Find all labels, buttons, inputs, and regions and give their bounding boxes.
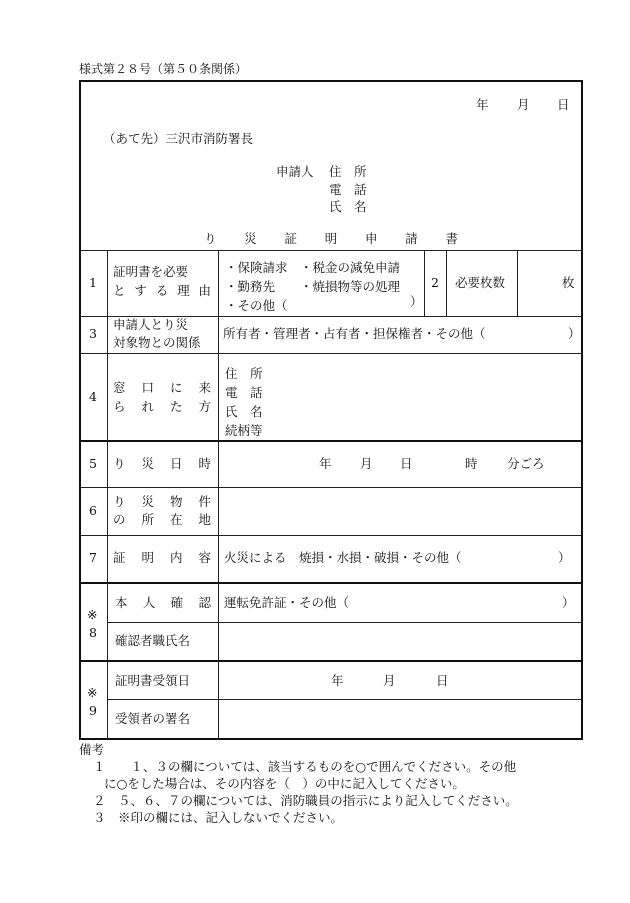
rule-copies-number-right — [446, 251, 447, 316]
receipt-day: 日 — [436, 673, 449, 688]
row3-value-close: ） — [568, 326, 581, 341]
row3-label-line2: 対象物との関係 — [113, 335, 201, 350]
row4-number: 4 — [89, 389, 97, 404]
note-2: ２ ５、６、７の欄については、消防職員の指示により記入してください。 — [93, 793, 518, 808]
rule-row8-mid — [108, 622, 582, 623]
reason-option-3: ・その他（ — [225, 298, 288, 313]
receipt-year: 年 — [331, 673, 344, 688]
date-month: 月 — [517, 97, 530, 112]
applicant-address-label: 住 所 — [329, 164, 367, 179]
row1-options — [225, 258, 400, 315]
reason-option-1: ・保険請求 ・税金の減免申請 — [225, 260, 401, 275]
date-year: 年 — [476, 97, 489, 112]
copies-number: 2 — [431, 275, 439, 290]
form-title: り 災 証 明 申 請 書 — [204, 231, 458, 246]
row3-number: 3 — [89, 326, 97, 341]
rule-row8-bottom — [80, 660, 582, 662]
row7-label: 証 明 内 容 — [113, 550, 211, 565]
rule-number-column — [107, 251, 108, 739]
visitor-address-label: 住 所 — [225, 366, 263, 381]
row8-identity-value: 運転免許証・その他（ — [224, 595, 350, 610]
applicant-name-label: 氏 名 — [329, 199, 367, 214]
receipt-month: 月 — [383, 673, 396, 688]
form-number: 様式第２８号（第５０条関係） — [79, 62, 248, 76]
note-1: １ １、３の欄については、該当するものを○で囲んでください。その他 — [93, 759, 517, 774]
fire-date-year: 年 — [319, 456, 332, 471]
row9-number: 9 — [89, 703, 97, 718]
fire-date-day: 日 — [400, 456, 413, 471]
applicant-label: 申請人 — [276, 164, 314, 179]
copies-label: 必要枚数 — [455, 275, 506, 290]
row7-number: 7 — [89, 550, 97, 565]
row9-signature-label: 受領者の署名 — [115, 711, 191, 726]
row1-label-line1: 証明書を必要 — [113, 264, 189, 279]
row6-label-line1: り 災 物 件 — [113, 494, 211, 509]
reason-option-2: ・勤務先 ・焼損物等の処理 — [225, 279, 401, 294]
row6-number: 6 — [89, 503, 97, 518]
row5-label: り 災 日 時 — [113, 456, 211, 471]
row3-value: 所有者・管理者・占有者・担保権者・その他（ — [223, 326, 486, 341]
addressee: （あて先）三沢市消防署長 — [103, 131, 254, 146]
row8-mark: ※ — [87, 607, 98, 622]
row9-mark: ※ — [87, 685, 98, 700]
row3-label-line1: 申請人とり災 — [113, 317, 189, 332]
row8-staff-label: 確認者職氏名 — [115, 633, 191, 648]
row9-date-label: 証明書受領日 — [115, 673, 191, 688]
row1-label-line2: と す る 理 由 — [113, 283, 211, 298]
date-day: 日 — [557, 97, 570, 112]
row8-identity-close: ） — [562, 595, 575, 610]
row7-value-close: ） — [558, 550, 571, 565]
visitor-phone-label: 電 話 — [225, 385, 263, 400]
fire-date-month: 月 — [360, 456, 373, 471]
rule-row6-bottom — [80, 535, 582, 536]
visitor-name-label: 氏 名 — [225, 404, 263, 419]
row5-number: 5 — [89, 456, 97, 471]
applicant-phone-label: 電 話 — [329, 182, 367, 197]
rule-row5-bottom — [80, 487, 582, 488]
rule-label-column — [218, 251, 219, 739]
row8-number: 8 — [89, 625, 97, 640]
row4-fields — [225, 364, 263, 440]
fire-date-hour: 時 — [465, 456, 478, 471]
note-1-continued: に○をした場合は、その内容を（ ）の中に記入してください。 — [104, 776, 465, 791]
fire-date-minute: 分ごろ — [507, 456, 545, 471]
row4-label-line2: ら れ た 方 — [113, 399, 211, 414]
rule-table-top — [80, 250, 582, 251]
row4-label-line1: 窓 口 に 来 — [113, 380, 211, 395]
visitor-relation-label: 続柄等 — [225, 423, 263, 438]
rule-row7-bottom — [80, 582, 582, 584]
rule-copies-label-right — [517, 251, 518, 316]
row1-number: 1 — [89, 275, 97, 290]
row7-value: 火災による 焼損・水損・破損・その他（ — [224, 550, 462, 565]
notes-heading: 備考 — [79, 742, 105, 757]
row8-identity-label: 本 人 確 認 — [115, 595, 211, 610]
row1-options-close: ） — [410, 294, 423, 309]
rule-row3-bottom — [80, 353, 582, 354]
copies-unit: 枚 — [562, 275, 575, 290]
rule-reason-right — [424, 251, 425, 316]
rule-row9-mid — [108, 699, 582, 700]
note-3: ３ ※印の欄には、記入しないでください。 — [93, 810, 344, 825]
row6-label-line2: の 所 在 地 — [113, 512, 211, 527]
rule-row4-bottom — [80, 440, 582, 442]
